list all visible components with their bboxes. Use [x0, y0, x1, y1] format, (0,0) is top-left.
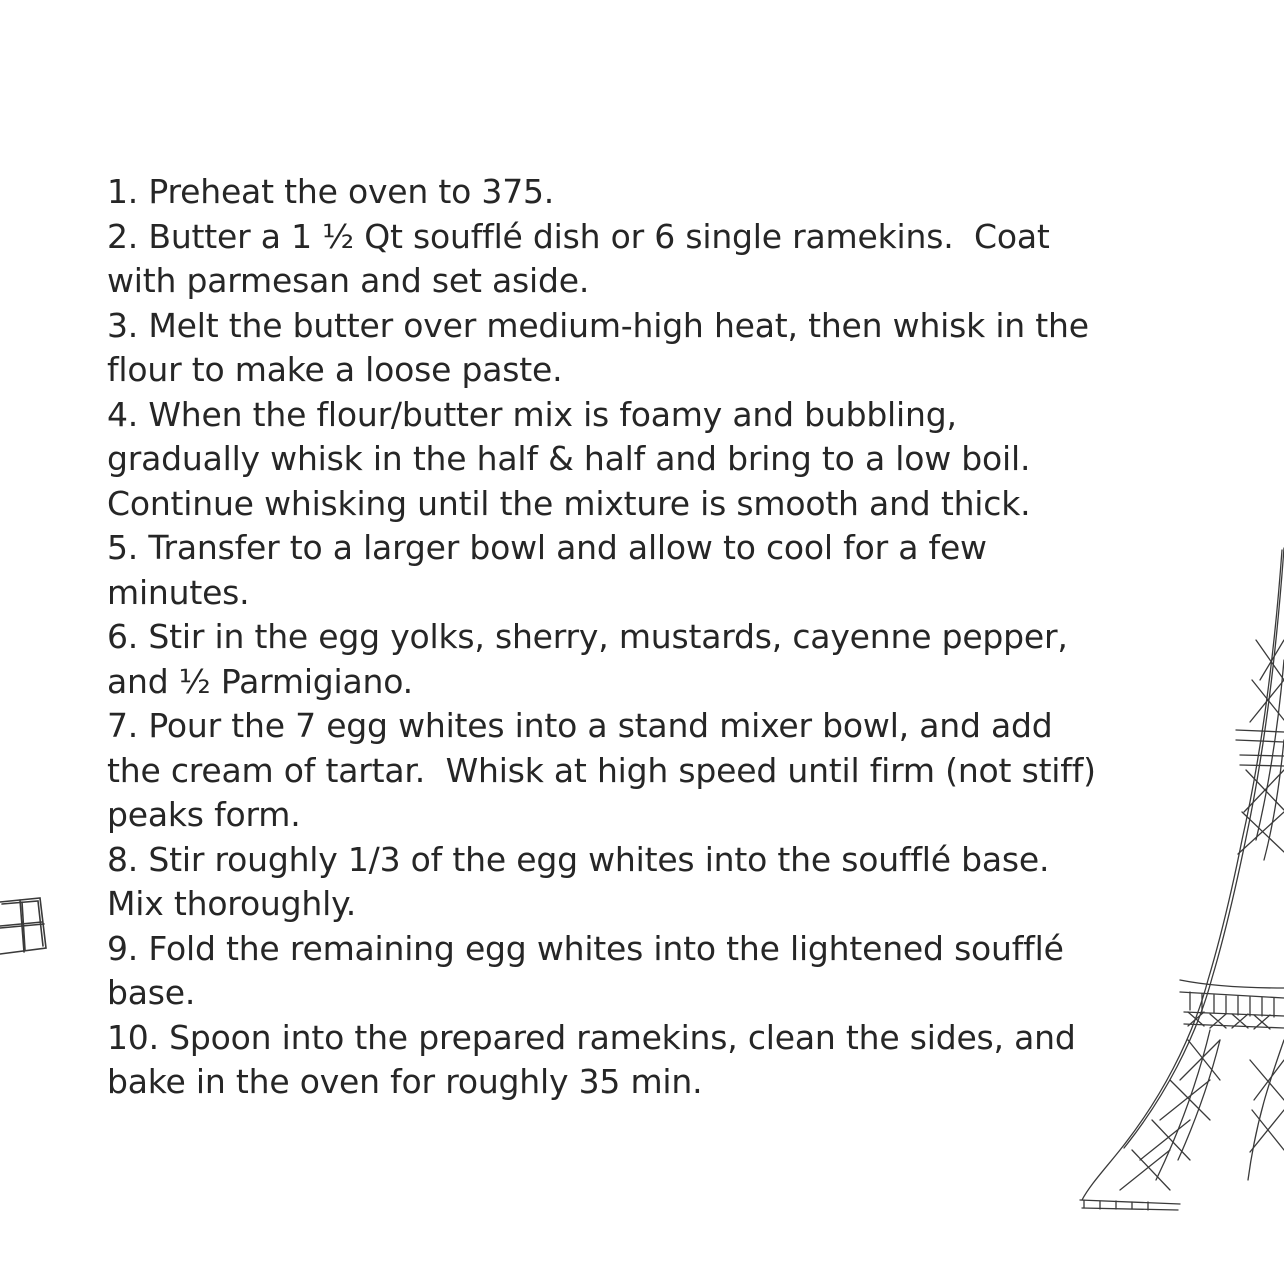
- recipe-step-3: 3. Melt the butter over medium-high heat, then whisk in the flour to make a loose paste.: [107, 305, 1089, 389]
- eiffel-tower-sketch-icon: [1060, 540, 1284, 1220]
- window-sketch-icon: [0, 890, 60, 970]
- recipe-step-6: 6. Stir in the egg yolks, sherry, mustards, cayenne pepper, and ½ Parmigiano.: [107, 617, 1068, 701]
- recipe-step-1: 1. Preheat the oven to 375.: [107, 172, 555, 211]
- recipe-step-5: 5. Transfer to a larger bowl and allow to cool for a few minutes.: [107, 528, 987, 612]
- recipe-step-7: 7. Pour the 7 egg whites into a stand mixer bowl, and add the cream of tartar. Whisk at high speed until firm (not stiff) peaks form.: [107, 706, 1096, 834]
- recipe-step-4: 4. When the flour/butter mix is foamy and bubbling, gradually whisk in the half & half and bring to a low boil. Continue whisking until the mixture is smooth and thick.: [107, 394, 1031, 523]
- recipe-step-8: 8. Stir roughly 1/3 of the egg whites into the soufflé base. Mix thoroughly.: [107, 839, 1050, 923]
- recipe-steps-list: [107, 170, 1187, 1105]
- recipe-step-9: 9. Fold the remaining egg whites into the lightened soufflé base.: [107, 928, 1064, 1012]
- recipe-step-2: 2. Butter a 1 ½ Qt soufflé dish or 6 single ramekins. Coat with parmesan and set aside.: [107, 216, 1050, 300]
- recipe-step-10: 10. Spoon into the prepared ramekins, clean the sides, and bake in the oven for roughly 35 min.: [107, 1017, 1076, 1101]
